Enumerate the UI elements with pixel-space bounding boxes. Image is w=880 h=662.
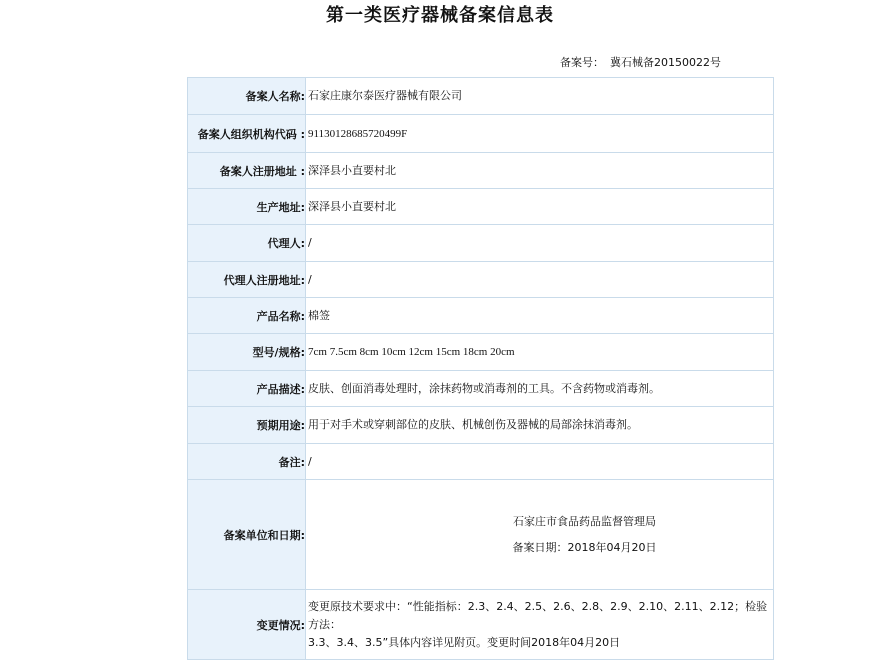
change-label: 变更情况: (188, 590, 306, 660)
row-label: 产品描述: (188, 371, 306, 407)
record-number (560, 55, 784, 71)
row-label: 备案人组织机构代码 : (188, 115, 306, 153)
approval-value (306, 480, 774, 590)
table-row-approval (188, 480, 774, 590)
row-value: 91130128685720499F (306, 115, 774, 153)
page-title: 第一类医疗器械备案信息表 (326, 5, 554, 26)
row-label: 生产地址: (188, 189, 306, 225)
table-row (188, 334, 774, 371)
table-row (188, 407, 774, 444)
row-label: 备案人名称: (188, 78, 306, 115)
table-row-change (188, 590, 774, 660)
row-label: 备案人注册地址 : (188, 153, 306, 189)
row-value: 7cm 7.5cm 8cm 10cm 12cm 15cm 18cm 20cm (306, 334, 774, 371)
row-value: 深泽县小直要村北 (306, 153, 774, 189)
approval-label: 备案单位和日期: (188, 480, 306, 590)
row-value: 石家庄康尔泰医疗器械有限公司 (306, 78, 774, 115)
row-value: / (306, 444, 774, 480)
row-label: 备注: (188, 444, 306, 480)
row-label: 代理人: (188, 225, 306, 262)
table-row (188, 444, 774, 480)
row-label: 产品名称: (188, 298, 306, 334)
row-label: 型号/规格: (188, 334, 306, 371)
row-value: 棉签 (306, 298, 774, 334)
row-value: 皮肤、创面消毒处理时，涂抹药物或消毒剂的工具。不含药物或消毒剂。 (306, 371, 774, 407)
change-text-line1: 变更原技术要求中：“性能指标：2.3、2.4、2.5、2.6、2.8、2.9、2.10、2.11、2.12；检验方法： (308, 599, 768, 631)
row-value: / (306, 262, 774, 298)
row-value: 用于对手术或穿刺部位的皮肤、机械创伤及器械的局部涂抹消毒剂。 (306, 407, 774, 444)
row-label: 预期用途: (188, 407, 306, 444)
approval-org: 石家庄市食品药品监督管理局 (513, 514, 656, 528)
record-number-label: 备案号： (560, 56, 604, 69)
table-row (188, 225, 774, 262)
table-row (188, 189, 774, 225)
change-text-line2: 3.3、3.4、3.5”具体内容详见附页。变更时间2018年04月20日 (308, 635, 621, 649)
table-row (188, 298, 774, 334)
record-number-value: 冀石械备20150022号 (610, 56, 721, 69)
row-label: 代理人注册地址: (188, 262, 306, 298)
row-value: 深泽县小直要村北 (306, 189, 774, 225)
table-row (188, 371, 774, 407)
table-row (188, 262, 774, 298)
row-value: / (306, 225, 774, 262)
table-row (188, 78, 774, 115)
info-table (187, 77, 774, 660)
table-row (188, 153, 774, 189)
change-value (306, 590, 774, 660)
table-row (188, 115, 774, 153)
approval-date: 备案日期：2018年04月20日 (512, 540, 657, 554)
